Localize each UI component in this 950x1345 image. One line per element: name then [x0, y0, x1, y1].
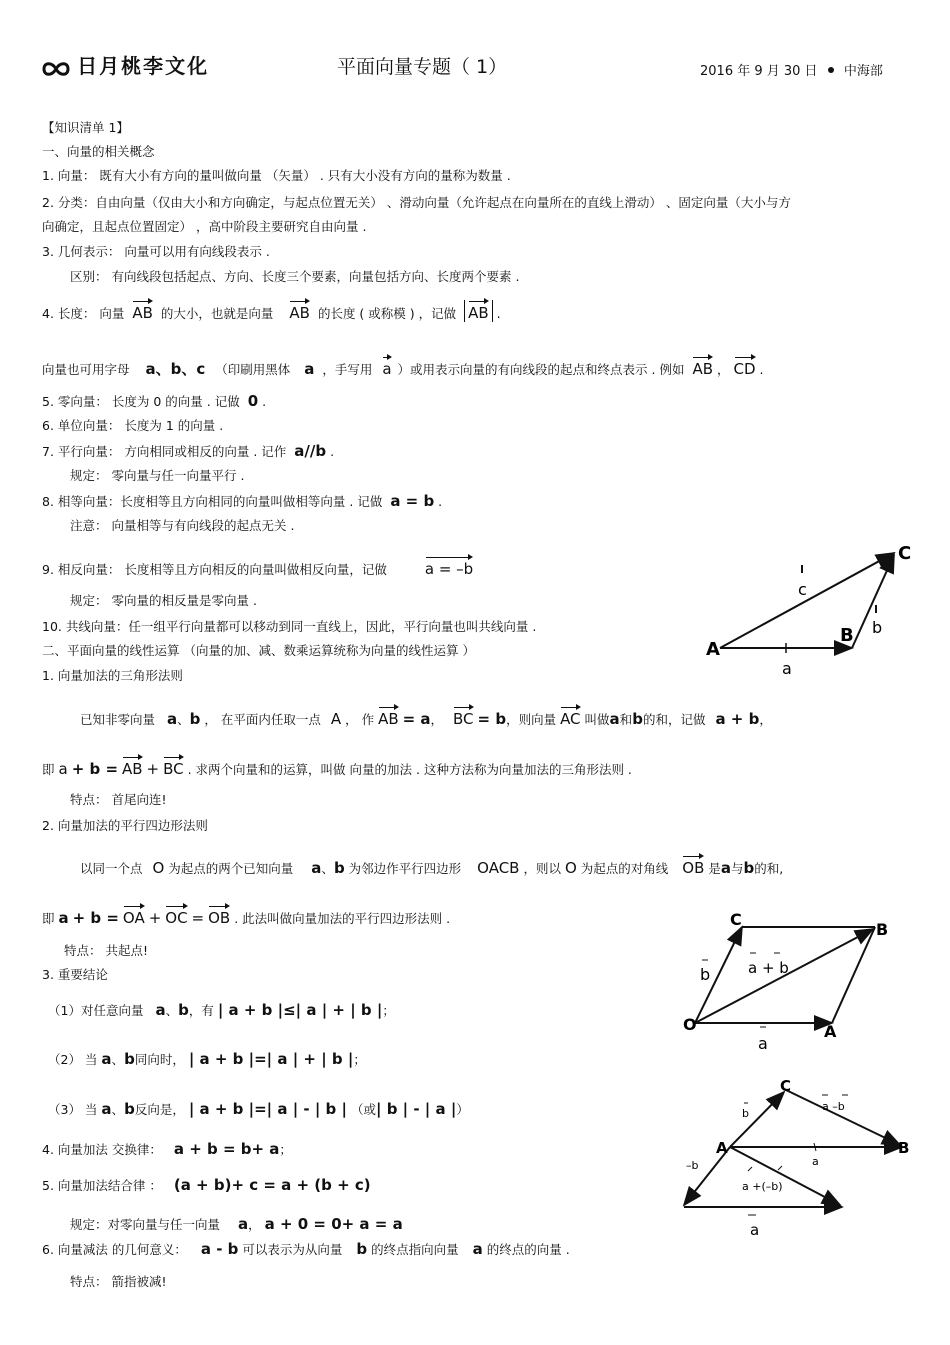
- text: ；: [353, 1052, 366, 1067]
- bold-letter: b: [632, 710, 643, 728]
- bold-letter: a: [472, 1240, 483, 1258]
- text: ，则向量: [506, 712, 557, 727]
- text: ，: [248, 1217, 261, 1232]
- label-a: a: [812, 1155, 819, 1168]
- vector-ab: AB: [289, 300, 310, 322]
- text: 即: [42, 762, 55, 777]
- figure-triangle-rule: [700, 535, 930, 685]
- equal-notation: a = b: [390, 492, 435, 510]
- text: ，: [717, 362, 730, 377]
- plus: +: [146, 760, 160, 778]
- text: 的和，记做: [642, 712, 706, 727]
- line-07: 区别： 有向线段包括起点、方向、长度三个要素，向量包括方向、长度两个要素 .: [70, 269, 520, 284]
- line-27: 特点： 共起点!: [64, 943, 148, 958]
- letter: a: [58, 760, 68, 778]
- label-amb: a –b: [822, 1100, 845, 1113]
- bold-letter: a: [58, 909, 69, 927]
- text: 的终点的向量 .: [486, 1242, 570, 1257]
- text: 是: [708, 861, 721, 876]
- text: 、: [165, 1003, 179, 1018]
- text: 的终点指向向量: [371, 1242, 459, 1257]
- label-O: O: [683, 1015, 697, 1034]
- bold-letters: a、b、c: [145, 360, 206, 378]
- bold-letter: a: [609, 710, 620, 728]
- vector-ac: AC: [560, 706, 580, 728]
- text: 5. 向量加法结合律 ：: [42, 1178, 162, 1193]
- parallel-notation: a//b: [294, 442, 327, 460]
- page-title: 平面向量专题（ 1）: [337, 56, 508, 78]
- point-o: O: [152, 859, 165, 877]
- line-29: [48, 1001, 395, 1019]
- text: 为起点的两个已知向量: [168, 861, 294, 876]
- vector-ab: AB: [132, 300, 153, 322]
- bold-letter: b: [356, 1240, 368, 1258]
- line-33: [42, 1176, 371, 1194]
- label-c: c: [798, 580, 807, 599]
- label-B: B: [840, 625, 854, 646]
- label-C: C: [780, 1077, 792, 1095]
- eq: =: [191, 909, 205, 927]
- sum-notation: a + b: [715, 710, 760, 728]
- line-28: 3. 重要结论: [42, 967, 108, 982]
- text: ，: [430, 712, 444, 727]
- vector-a-hand: a: [382, 356, 391, 378]
- line-03: 1. 向量： 既有大小有方向的量叫做向量 （矢量） . 只有大小没有方向的量称为数量 .: [42, 168, 511, 183]
- bold-letter: a: [101, 1100, 112, 1118]
- text: （印刷用黑体: [215, 362, 291, 377]
- text: 可以表示为从向量: [242, 1242, 343, 1257]
- vector-cd: CD: [734, 356, 756, 378]
- line-10: [42, 392, 266, 410]
- text: 6. 向量减法 的几何意义：: [42, 1242, 187, 1257]
- text: ， 作: [345, 712, 375, 727]
- line-26: [42, 905, 450, 927]
- line-32: [42, 1140, 292, 1158]
- text: ，: [759, 712, 772, 727]
- text: .: [262, 394, 267, 409]
- point-a: A: [330, 710, 342, 728]
- label-A: A: [716, 1139, 728, 1157]
- text: （1）对任意向量: [48, 1003, 144, 1018]
- vector-bc: BC: [163, 756, 184, 778]
- text: 5. 零向量： 长度为 0 的向量 . 记做: [42, 394, 240, 409]
- vector-ab: AB: [378, 706, 399, 728]
- eq: = a: [402, 710, 431, 728]
- text: 9. 相反向量： 长度相等且方向相反的向量叫做相反向量，记做: [42, 562, 387, 577]
- label-a: a: [758, 1034, 768, 1053]
- line-11: 6. 单位向量： 长度为 1 的向量 .: [42, 418, 224, 433]
- label-a: a: [782, 659, 792, 678]
- text: .: [330, 444, 335, 459]
- bold-letter: a: [155, 1001, 166, 1019]
- line-19: 二、平面向量的线性运算 （向量的加、减、数乘运算统称为向量的线性运算 ）: [42, 643, 475, 658]
- text: 4. 向量加法 交换律：: [42, 1142, 162, 1157]
- label-b: b: [700, 965, 711, 984]
- line-31: [48, 1100, 469, 1118]
- line-18: 10. 共线向量：任一组平行向量都可以移动到同一直线上，因此，平行向量也叫共线向量 .: [42, 619, 537, 634]
- figure-parallelogram-rule: [680, 905, 910, 1055]
- label-b: b: [742, 1107, 749, 1120]
- text: . 求两个向量和的运算，叫做 向量的加法 . 这种方法称为向量加法的三角形法则 .: [187, 762, 632, 777]
- text: ，有: [188, 1003, 214, 1018]
- text: 的和,: [754, 861, 784, 876]
- line-30: [48, 1050, 366, 1068]
- label-b: b: [872, 618, 883, 637]
- zero-vector: 0: [247, 392, 259, 410]
- point-o: O: [564, 859, 577, 877]
- line-12: [42, 442, 334, 460]
- text: 即: [42, 911, 55, 926]
- text: 已知非零向量: [80, 712, 156, 727]
- text: 、: [111, 1052, 125, 1067]
- line-36: 特点： 箭指被减!: [70, 1274, 167, 1289]
- line-09: [42, 356, 764, 379]
- logo-text: 日月桃李文化: [77, 54, 210, 78]
- vector-ob: OB: [208, 905, 230, 927]
- text: 规定：对零向量与任一向量: [70, 1217, 221, 1232]
- line-13: 规定： 零向量与任一向量平行 .: [70, 468, 245, 483]
- label-C: C: [730, 910, 742, 929]
- text: 叫做: [584, 712, 610, 727]
- text: 的长度 ( 或称模 ) ，记做: [317, 306, 457, 321]
- label-apnb: a +(–b): [742, 1180, 783, 1193]
- line-34: [70, 1215, 403, 1233]
- text: 反向是，: [134, 1102, 185, 1117]
- vector-sum-line: [730, 1147, 840, 1205]
- vector-ab: AB: [692, 356, 713, 378]
- text: 为邻边作平行四边形: [348, 861, 462, 876]
- text: 同向时，: [134, 1052, 185, 1067]
- text: 、: [321, 861, 334, 876]
- bold-letter: b: [178, 1001, 189, 1019]
- line-21: [80, 706, 772, 728]
- line-35: [42, 1240, 570, 1258]
- text: 为起点的对角线: [580, 861, 669, 876]
- text: ，则以: [523, 861, 561, 876]
- eq: + b =: [72, 909, 119, 927]
- label-sum: a + b: [748, 959, 789, 977]
- line-20: 1. 向量加法的三角形法则: [42, 668, 183, 683]
- bold-letter: b: [189, 710, 201, 728]
- inequality: | a + b |≤| a | + | b |: [217, 1001, 383, 1019]
- line-14: [42, 492, 442, 510]
- vector-ob: OB: [682, 855, 704, 877]
- text: ；: [279, 1142, 292, 1157]
- text: 、: [177, 712, 190, 727]
- line-15: 注意： 向量相等与有向线段的起点无关 .: [70, 518, 295, 533]
- vector-oc: OC: [165, 905, 187, 927]
- label-B: B: [876, 920, 889, 939]
- bold-letter: a: [720, 859, 731, 877]
- bold-letter: a: [101, 1050, 112, 1068]
- line-01: 【知识清单 1】: [42, 120, 129, 135]
- text: . 此法叫做向量加法的平行四边形法则 .: [234, 911, 451, 926]
- text: ，手写用: [322, 362, 373, 377]
- logo-mark-icon: [42, 60, 72, 78]
- opposite-notation: a = –b: [425, 556, 473, 578]
- text: 和: [619, 712, 633, 727]
- bold-letter: b: [124, 1050, 135, 1068]
- plus: +: [148, 909, 162, 927]
- bold-letter: a: [238, 1215, 249, 1233]
- line-22: [42, 756, 632, 778]
- text: .: [496, 306, 501, 321]
- vector-ab: AB: [122, 756, 143, 778]
- text: ， 在平面内任取一点: [204, 712, 321, 727]
- label-negb: –b: [686, 1159, 699, 1172]
- parallelogram-name: OACB: [477, 859, 520, 877]
- bold-letter: a: [311, 859, 322, 877]
- label-A: A: [824, 1022, 837, 1041]
- text: ）: [456, 1102, 469, 1117]
- line-05: 向确定，且起点位置固定） ，高中阶段主要研究自由向量 .: [42, 219, 367, 234]
- bold-letter: b: [743, 859, 755, 877]
- side-ab-line: [832, 927, 875, 1023]
- line-25: [80, 855, 783, 877]
- bullet-dot: [828, 67, 834, 73]
- bold-letter: a: [304, 360, 315, 378]
- text: ；: [382, 1003, 395, 1018]
- text: 4. 长度： 向量: [42, 306, 125, 321]
- date-text: 2016 年 9 月 30 日: [700, 64, 818, 79]
- text: 、: [111, 1102, 125, 1117]
- text: （3） 当: [48, 1102, 98, 1117]
- vector-ac-line: [720, 553, 894, 648]
- text: 与: [731, 861, 744, 876]
- dept-text: 中海部: [843, 64, 883, 79]
- label-a-bottom: a: [750, 1221, 760, 1239]
- label-B: B: [898, 1139, 910, 1157]
- label-C: C: [898, 543, 912, 564]
- line-17: 规定： 零向量的相反量是零向量 .: [70, 593, 257, 608]
- equality: | a + b |=| a | + | b |: [188, 1050, 354, 1068]
- vector-cb-line: [786, 1090, 900, 1145]
- associative-law: (a + b)+ c = a + (b + c): [173, 1176, 371, 1194]
- difference: a - b: [200, 1240, 239, 1258]
- text: 7. 平行向量： 方向相同或相反的向量 . 记作: [42, 444, 287, 459]
- vector-bc: BC: [453, 706, 474, 728]
- text: 8. 相等向量：长度相等且方向相同的向量叫做相等向量 . 记做: [42, 494, 383, 509]
- tick: [748, 1167, 752, 1171]
- text: .: [438, 494, 443, 509]
- line-16: [42, 556, 473, 578]
- line-06: 3. 几何表示： 向量可以用有向线段表示 .: [42, 244, 270, 259]
- line-02: 一、向量的相关概念: [42, 144, 155, 159]
- vector-oa: OA: [123, 905, 145, 927]
- bold-letter: a: [167, 710, 178, 728]
- text: 以同一个点: [80, 861, 143, 876]
- text: （2） 当: [48, 1052, 98, 1067]
- bold-letter: b: [333, 859, 345, 877]
- text: .: [759, 362, 764, 377]
- header-date: [700, 60, 883, 79]
- bold-letter: b: [124, 1100, 135, 1118]
- logo: [42, 50, 209, 79]
- equality: | b | - | a |: [376, 1100, 457, 1118]
- text: ）或用表示向量的有向线段的起点和终点表示 . 例如: [397, 362, 685, 377]
- line-08: [42, 300, 501, 322]
- tick: [778, 1166, 782, 1170]
- line-23: 特点： 首尾向连!: [70, 792, 167, 807]
- commutative-law: a + b = b+ a: [173, 1140, 280, 1158]
- label-A: A: [706, 639, 720, 660]
- vector-ab: AB: [468, 300, 489, 322]
- vector-ac-line: [730, 1092, 784, 1147]
- text: 向量也可用字母: [42, 362, 130, 377]
- figure-subtraction-rule: [680, 1075, 910, 1245]
- line-24: 2. 向量加法的平行四边形法则: [42, 818, 208, 833]
- line-04: 2. 分类：自由向量（仅由大小和方向确定，与起点位置无关） 、滑动向量（允许起点在向量所在的直线上滑动） 、固定向量（大小与方: [42, 195, 791, 210]
- text: 的大小，也就是向量: [160, 306, 274, 321]
- zero-law: a + 0 = 0+ a = a: [264, 1215, 403, 1233]
- modulus-ab: [464, 300, 493, 322]
- equality: | a + b |=| a | - | b |: [188, 1100, 347, 1118]
- text: （或: [350, 1102, 376, 1117]
- eq: + b =: [71, 760, 119, 778]
- eq: = b: [477, 710, 507, 728]
